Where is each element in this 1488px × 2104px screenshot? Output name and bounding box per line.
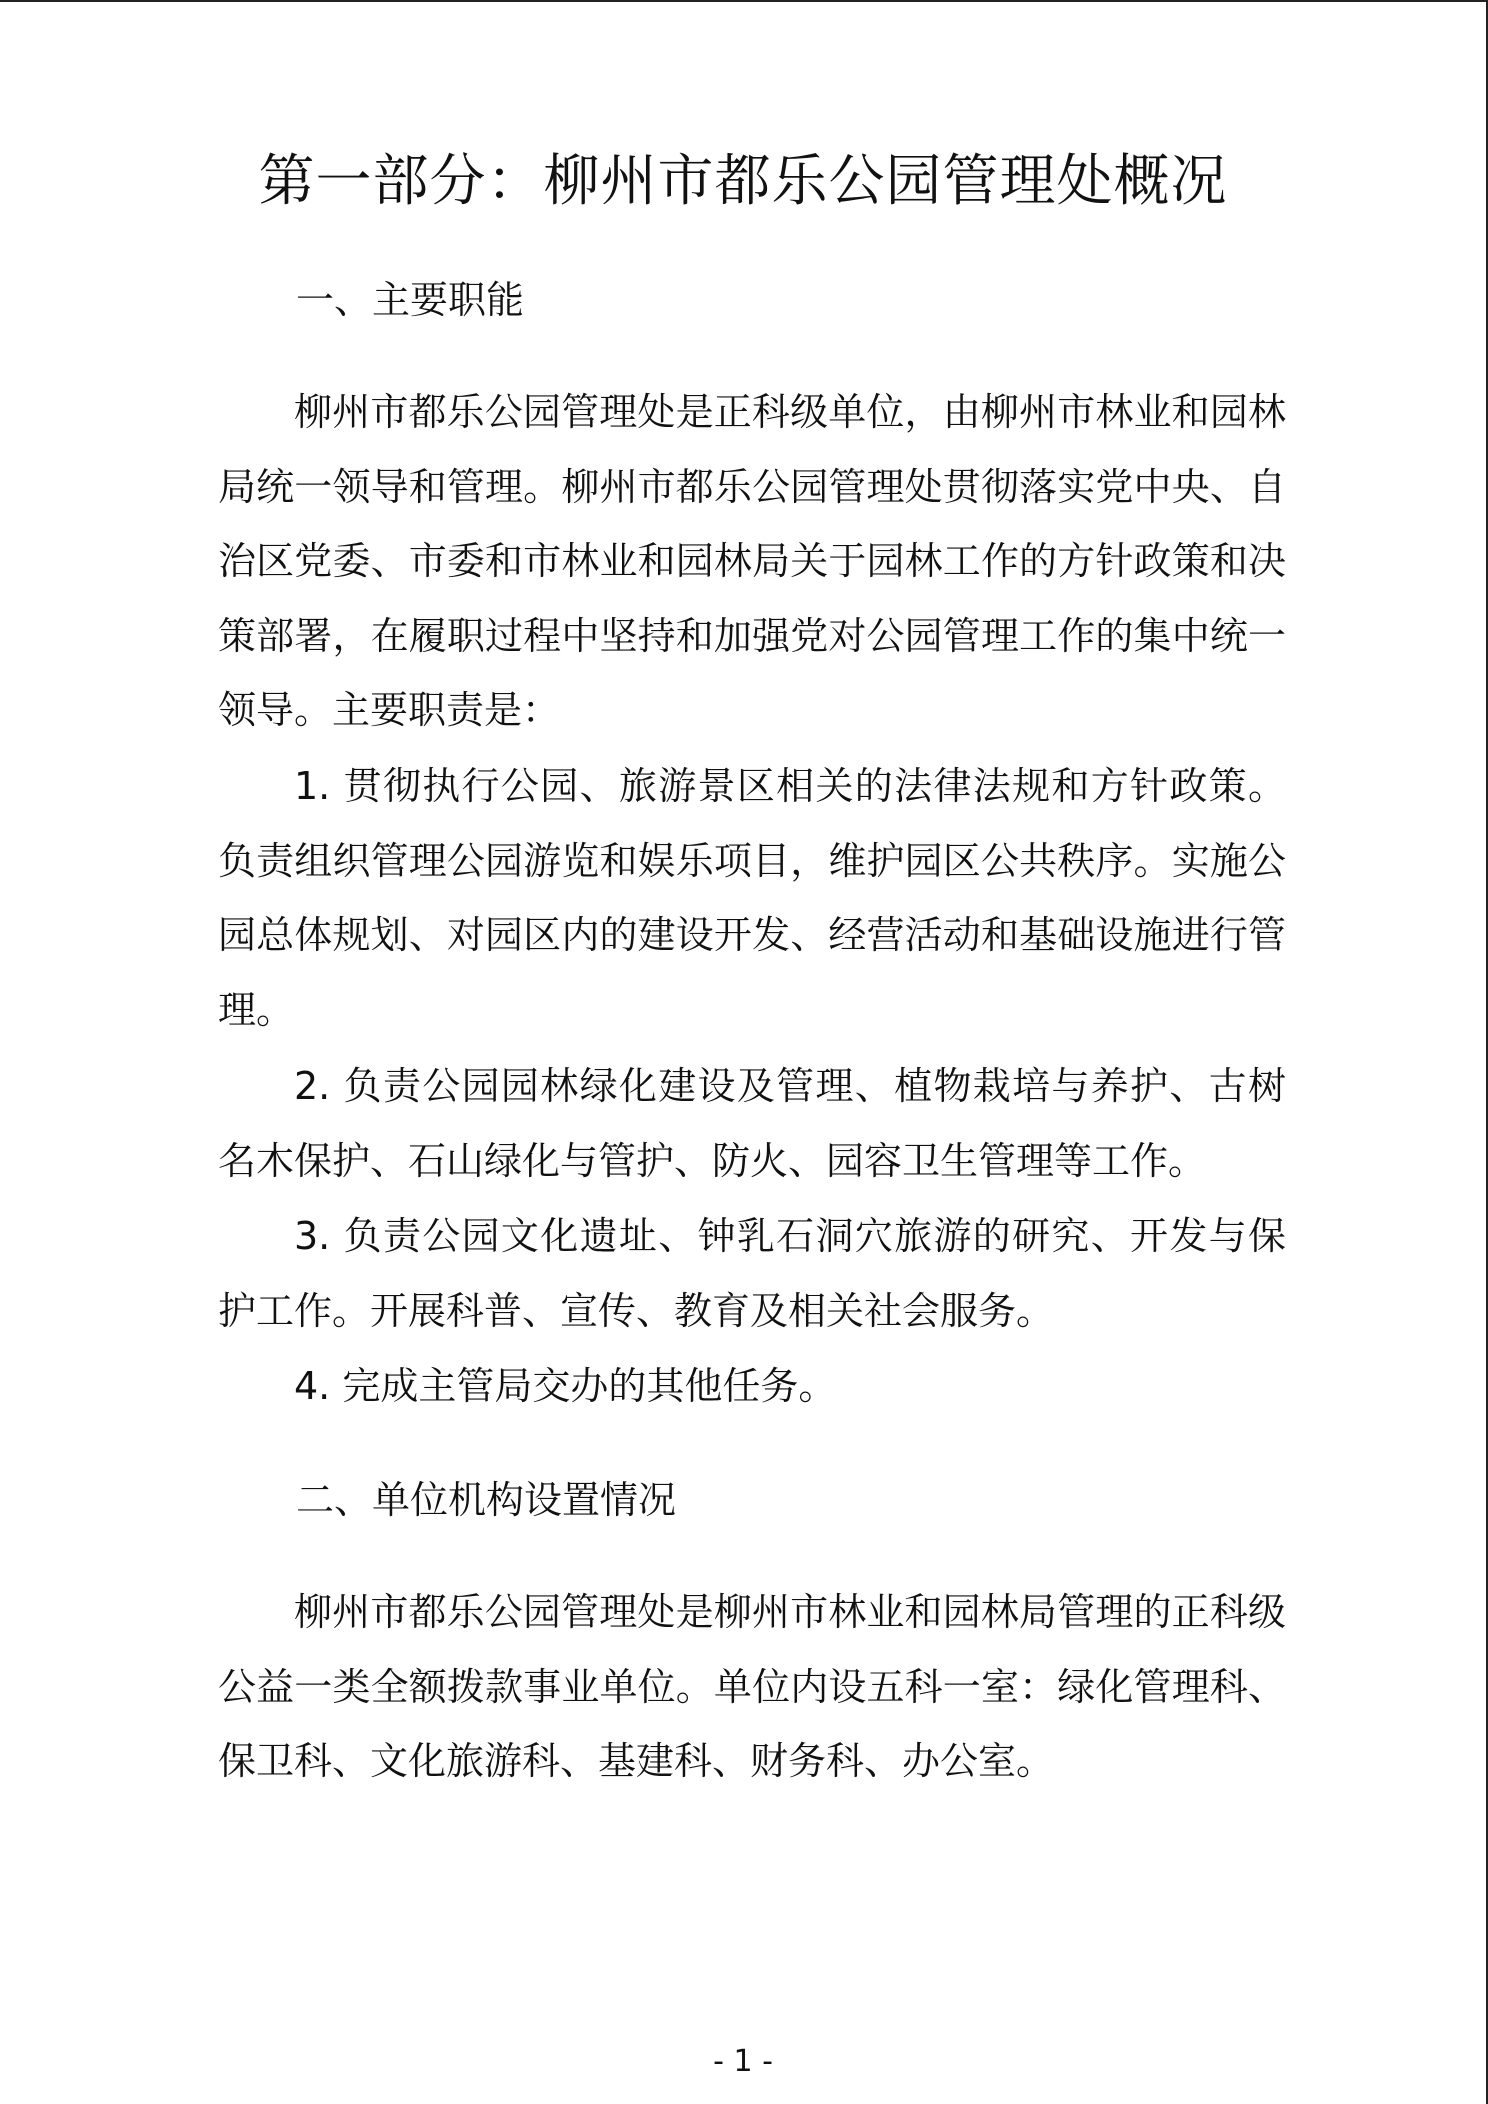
paragraph-organization: 柳州市都乐公园管理处是柳州市林业和园林局管理的正科级公益一类全额拨款事业单位。单位内设五科一室：绿化管理科、保卫科、文化旅游科、基建科、财务科、办公室。 xyxy=(218,1590,1286,1783)
page-number: - 1 - xyxy=(713,2044,773,2079)
section-heading-main-functions: 一、主要职能 xyxy=(296,278,525,322)
paragraph-duty-1: 1. 贯彻执行公园、旅游景区相关的法律法规和方针政策。负责组织管理公园游览和娱乐项目，维护园区公共秩序。实施公园总体规划、对园区内的建设开发、经营活动和基础设施进行管理。 xyxy=(218,764,1286,1032)
paragraph-intro: 柳州市都乐公园管理处是正科级单位，由柳州市林业和园林局统一领导和管理。柳州市都乐公园管理处贯彻落实党中央、自治区党委、市委和市林业和园林局关于园林工作的方针政策和决策部署，在履职过程中坚持和加强党对公园管理工作的集中统一领导。主要职责是： xyxy=(218,390,1286,732)
page-title: 第一部分：柳州市都乐公园管理处概况 xyxy=(258,149,1228,214)
paragraph-duty-4: 4. 完成主管局交办的其他任务。 xyxy=(294,1364,837,1408)
section-heading-organization: 二、单位机构设置情况 xyxy=(296,1478,677,1522)
paragraph-duty-3: 3. 负责公园文化遗址、钟乳石洞穴旅游的研究、开发与保护工作。开展科普、宣传、教育及相关社会服务。 xyxy=(218,1214,1286,1333)
paragraph-duty-2: 2. 负责公园园林绿化建设及管理、植物栽培与养护、古树名木保护、石山绿化与管护、防火、园容卫生管理等工作。 xyxy=(218,1064,1286,1183)
